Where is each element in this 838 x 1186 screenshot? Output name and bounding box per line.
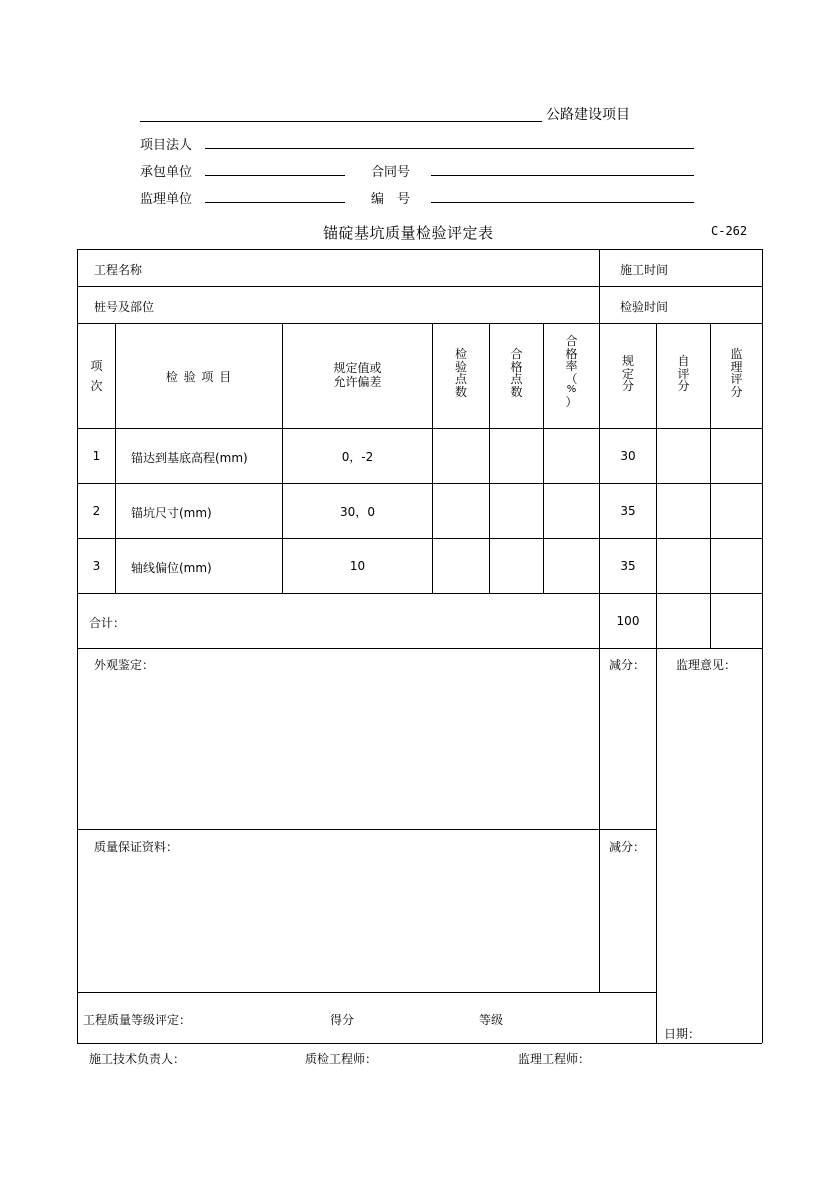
date-label: 日期： — [664, 1027, 701, 1041]
owner-label: 项目法人 — [140, 138, 193, 153]
quality-docs-deduct-label: 减分： — [609, 840, 646, 854]
contractor-label: 承包单位 — [140, 165, 193, 180]
row-seq: 2 — [92, 504, 101, 518]
number-label: 编 号 — [371, 192, 411, 207]
supervisor-line[interactable] — [205, 202, 345, 203]
col-spec-header: 规定值或 允许偏差 — [333, 361, 382, 389]
supervisor-opinion-input[interactable] — [660, 676, 759, 1016]
col-self-score-header: 自 评 分 — [677, 354, 690, 394]
row-check-points-input[interactable] — [433, 429, 489, 483]
inspection-time-label: 检验时间 — [620, 300, 669, 314]
qc-engineer-signature-label: 质检工程师： — [305, 1052, 378, 1066]
row-supervisor-score-input[interactable] — [711, 429, 762, 483]
row-spec-score: 35 — [620, 504, 636, 518]
grading-score-label: 得分 — [330, 1013, 355, 1027]
supervisor-opinion-label: 监理意见： — [676, 658, 737, 672]
contract-no-label: 合同号 — [371, 165, 411, 180]
row-spec: 30，0 — [340, 504, 375, 519]
row-item: 锚坑尺寸(mm) — [131, 506, 212, 520]
form-code: C-262 — [711, 224, 748, 238]
row-pass-rate-input[interactable] — [544, 429, 599, 483]
grading-grade-label: 等级 — [479, 1013, 504, 1027]
number-line[interactable] — [431, 202, 694, 203]
appearance-input[interactable] — [80, 676, 595, 826]
row-seq: 1 — [92, 449, 101, 463]
total-self-score-input[interactable] — [657, 594, 710, 648]
row-pass-rate-input[interactable] — [544, 484, 599, 538]
station-label: 桩号及部位 — [94, 300, 155, 314]
row-check-points-input[interactable] — [433, 484, 489, 538]
appearance-deduct-label: 减分： — [609, 658, 646, 672]
col-seq-header: 项 次 — [90, 359, 103, 394]
contract-no-line[interactable] — [431, 175, 694, 176]
station-value[interactable] — [200, 289, 590, 321]
row-spec: 0，-2 — [341, 449, 374, 464]
project-name-line[interactable] — [140, 121, 542, 122]
contractor-line[interactable] — [205, 175, 345, 176]
row-pass-rate-input[interactable] — [544, 539, 599, 593]
quality-docs-label: 质量保证资料： — [94, 840, 179, 854]
row-seq: 3 — [92, 559, 101, 573]
row-spec-score: 35 — [620, 559, 636, 573]
row-spec: 10 — [349, 559, 366, 573]
project-name-label: 工程名称 — [94, 263, 143, 277]
project-name-value[interactable] — [200, 252, 590, 284]
form-title: 锚碇基坑质量检验评定表 — [323, 224, 494, 242]
row-item: 锚达到基底高程(mm) — [131, 451, 248, 465]
row-pass-points-input[interactable] — [490, 429, 543, 483]
owner-line[interactable] — [205, 148, 694, 149]
supervisor-label: 监理单位 — [140, 192, 193, 207]
grading-label: 工程质量等级评定： — [83, 1013, 192, 1027]
total-label: 合计： — [89, 616, 126, 630]
tech-lead-signature-label: 施工技术负责人： — [89, 1052, 186, 1066]
row-check-points-input[interactable] — [433, 539, 489, 593]
row-supervisor-score-input[interactable] — [711, 484, 762, 538]
row-self-score-input[interactable] — [657, 429, 710, 483]
total-supervisor-score-input[interactable] — [711, 594, 762, 648]
col-pass-points-header: 合 格 点 数 — [510, 347, 523, 399]
construction-time-value[interactable] — [690, 252, 756, 284]
quality-docs-input[interactable] — [80, 858, 595, 988]
appearance-label: 外观鉴定： — [94, 658, 155, 672]
col-supervisor-score-header: 监 理 评 分 — [730, 347, 743, 399]
col-check-points-header: 检 验 点 数 — [454, 347, 467, 399]
row-supervisor-score-input[interactable] — [711, 539, 762, 593]
col-spec-score-header: 规 定 分 — [621, 354, 634, 394]
row-spec-score: 30 — [620, 449, 636, 463]
row-self-score-input[interactable] — [657, 539, 710, 593]
col-item-header: 检 验 项 目 — [165, 369, 233, 384]
project-suffix: 公路建设项目 — [546, 107, 630, 123]
row-self-score-input[interactable] — [657, 484, 710, 538]
total-score: 100 — [616, 614, 640, 628]
col-pass-rate-header: 合 格 率 （ % ） — [565, 334, 578, 409]
row-pass-points-input[interactable] — [490, 484, 543, 538]
row-pass-points-input[interactable] — [490, 539, 543, 593]
row-item: 轴线偏位(mm) — [131, 561, 212, 575]
supervising-engineer-signature-label: 监理工程师： — [518, 1052, 591, 1066]
inspection-time-value[interactable] — [690, 289, 756, 321]
construction-time-label: 施工时间 — [620, 263, 669, 277]
